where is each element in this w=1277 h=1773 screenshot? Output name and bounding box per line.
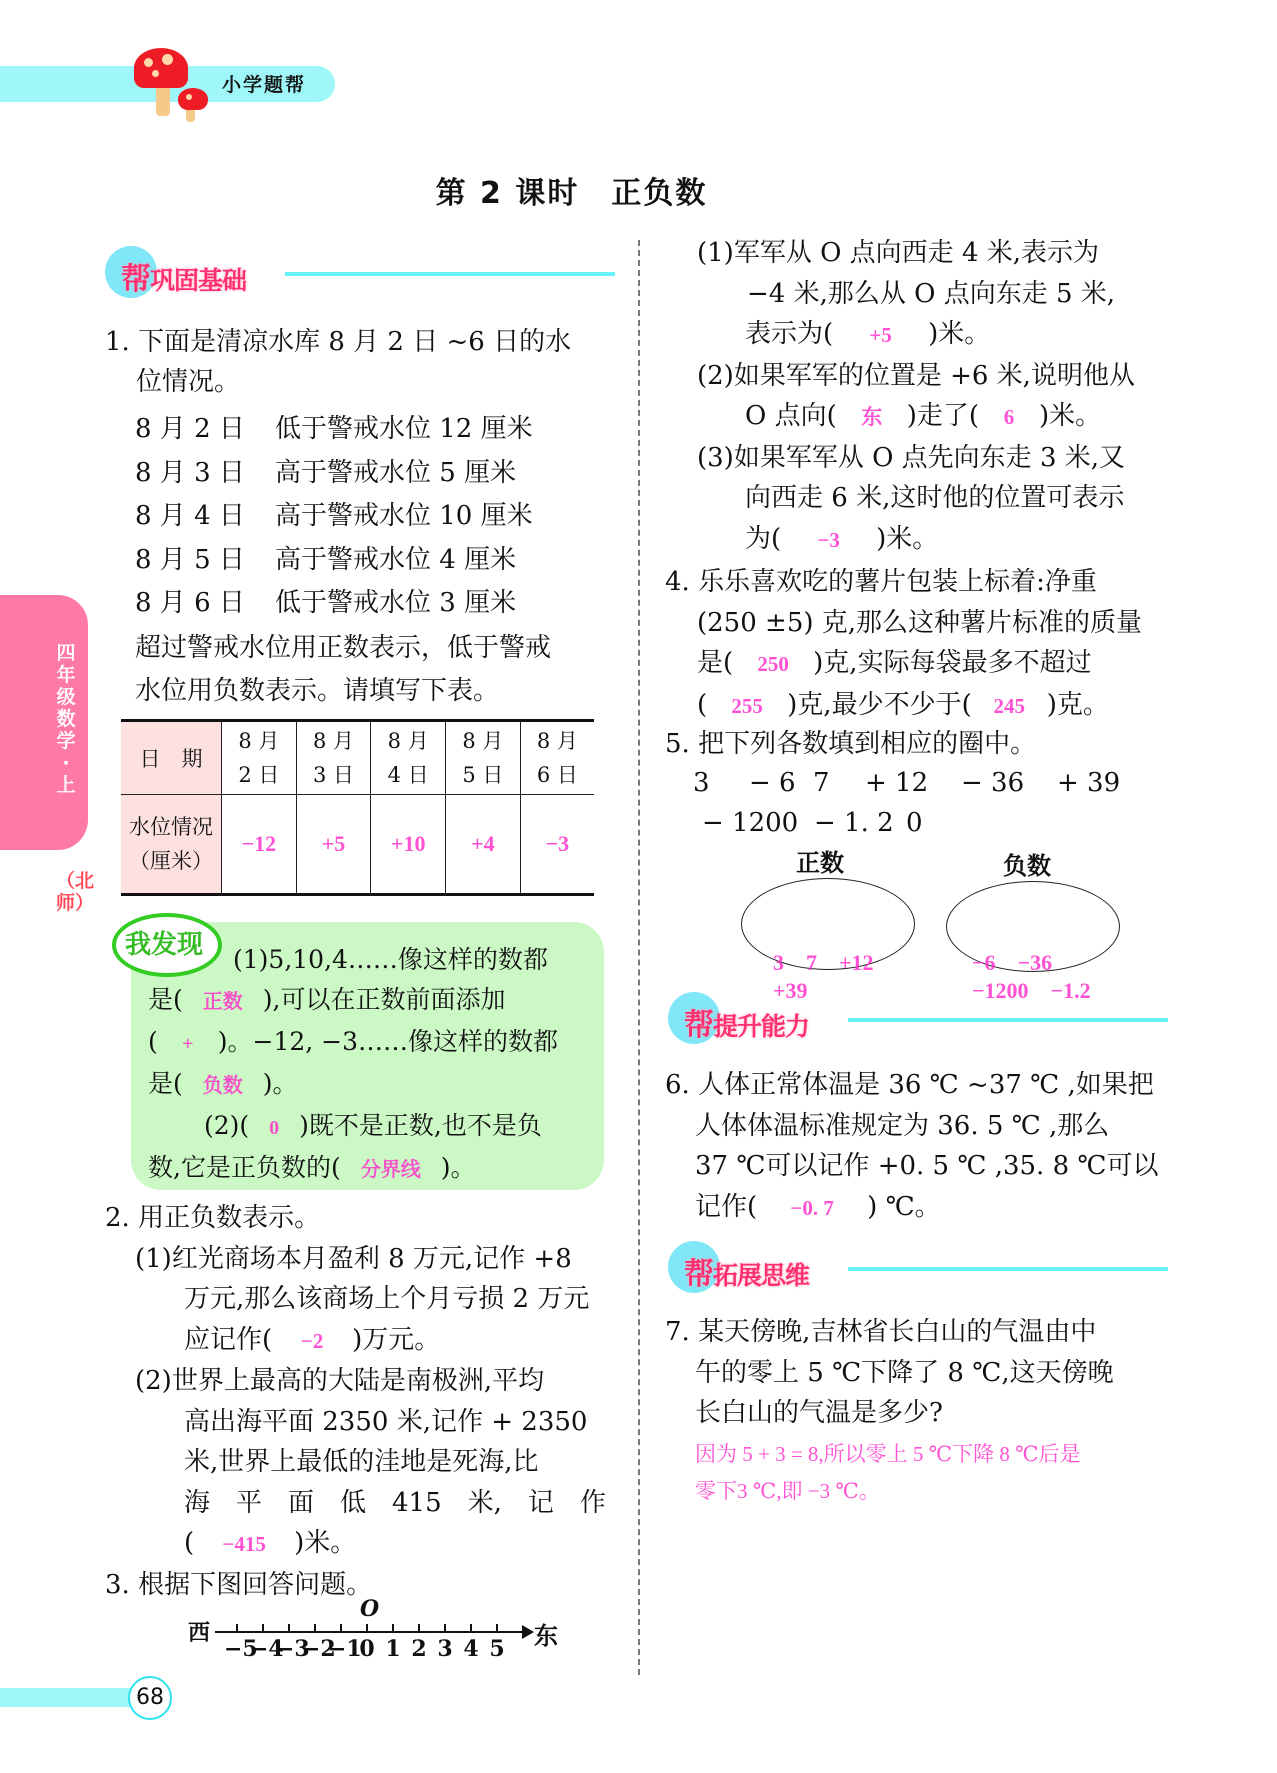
- answer-blank[interactable]: 分界线: [360, 1159, 421, 1181]
- q2: 2. 用正负数表示。 (1)红光商场本月盈利 8 万元,记作 +8 万元,那么该商场上个月亏损 2 万元 应记作( −2 )万元。 (2)世界上最高的大陆是南极洲,平均 高出海平面 2350 米,记作 + 2350 米,世界上最低的洼地是死海,比 海 平 面 低 415 米, 记 作 ( −415 )米。: [105, 1198, 606, 1565]
- negative-label: 负数: [1003, 852, 1051, 880]
- answer-cell[interactable]: +4: [446, 795, 521, 895]
- section-header-improve: 帮提升能力: [668, 988, 1168, 1048]
- grade-label: 四年级数学·上: [56, 642, 76, 796]
- column-divider: [638, 240, 640, 1675]
- q7-answer[interactable]: 因为 5 + 3 = 8,所以零上 5 ℃下降 8 ℃后是 零下3 ℃,即 −3 ℃。: [695, 1442, 1081, 1503]
- table-cell-date: 8 月 2 日: [222, 721, 297, 795]
- answer-cell[interactable]: −3: [520, 795, 594, 895]
- q3-parts: (1)军军从 O 点向西走 4 米,表示为 −4 米,那么从 O 点向东走 5 米, 表示为( +5 )米。 (2)如果军军的位置是 +6 米,说明他从 O 点向( 东 )走了( 6 )米。 (3)如果军军从 O 点先向东走 3 米,又 向西走 6 米,这时他的位置可表示 为( −3 )米。: [697, 233, 1135, 560]
- origin-label: O: [360, 1596, 380, 1622]
- answer-blank[interactable]: 负数: [202, 1075, 243, 1097]
- q4: 4. 乐乐喜欢吃的薯片包装上标着:净重 (250 ±5) 克,那么这种薯片标准的质量 是( 250 )克,实际每袋最多不超过 ( 255 )克,最少不少于( 245 )克。: [665, 562, 1142, 726]
- answer-blank[interactable]: 东: [861, 405, 883, 429]
- answer-cell[interactable]: −12: [222, 795, 297, 895]
- q5-numbers-row1: 3 − 6 7 + 12 − 36 + 39: [693, 768, 1121, 798]
- negative-answers: −6 −36 −1200 −1.2: [972, 950, 1091, 1003]
- answer-blank[interactable]: 正数: [202, 991, 243, 1013]
- answer-cell[interactable]: +10: [371, 795, 446, 895]
- q1-instruction: 超过警戒水位用正数表示，低于警戒 水位用负数表示。请填写下表。: [135, 633, 552, 706]
- water-level-table: [121, 719, 594, 896]
- table-cell-date: 8 月 4 日: [371, 721, 446, 795]
- discover-label: 我发现: [125, 930, 204, 960]
- answer-blank[interactable]: −3: [817, 527, 840, 552]
- positive-answers: 3 7 +12 +39: [773, 950, 874, 1003]
- table-cell-date: 8 月 3 日: [296, 721, 371, 795]
- page-number: 68: [128, 1676, 172, 1720]
- answer-blank[interactable]: 250: [757, 652, 789, 676]
- q7: 7. 某天傍晚,吉林省长白山的气温由中 午的零上 5 ℃下降了 8 ℃,这天傍晚 长白山的气温是多少?: [665, 1317, 1114, 1428]
- east-label: 东: [534, 1621, 558, 1650]
- answer-blank[interactable]: −415: [222, 1532, 266, 1556]
- footer-band: [0, 1688, 135, 1707]
- answer-cell[interactable]: +5: [296, 795, 371, 895]
- table-header-level: 水位情况 （厘米）: [121, 795, 222, 895]
- positive-label: 正数: [796, 849, 844, 877]
- q3-title: 3. 根据下图回答问题。: [105, 1570, 373, 1600]
- table-cell-date: 8 月 6 日: [520, 721, 594, 795]
- answer-blank[interactable]: −0. 7: [790, 1195, 834, 1220]
- publisher-label: （北师）: [56, 870, 95, 914]
- q6: 6. 人体正常体温是 36 ℃ ~37 ℃ ,如果把 人体体温标准规定为 36. 5 ℃ ,那么 37 ℃可以记作 +0. 5 ℃ ,35. 8 ℃可以 记作( −0. 7 ) ℃。: [665, 1065, 1158, 1228]
- west-label: 西: [188, 1620, 211, 1646]
- arrow-right-icon: [522, 1625, 534, 1639]
- record-row: 8 月 6 日 低于警戒水位 3 厘米: [135, 588, 517, 618]
- mushroom-icon: [130, 48, 200, 118]
- record-row: 8 月 3 日 高于警戒水位 5 厘米: [135, 457, 517, 488]
- answer-blank[interactable]: 245: [993, 693, 1025, 718]
- q1-records: [135, 408, 533, 626]
- page-title: 第 2 课时 正负数: [435, 176, 708, 211]
- record-row: 8 月 2 日 低于警戒水位 12 厘米: [135, 414, 533, 444]
- section-header-basic: 帮巩固基础: [105, 242, 615, 302]
- answer-blank[interactable]: +: [182, 1033, 194, 1055]
- answer-blank[interactable]: 0: [269, 1117, 280, 1139]
- q1-intro: 1. 下面是清凉水库 8 月 2 日 ~6 日的水 位情况。: [105, 327, 572, 397]
- answer-blank[interactable]: 6: [1003, 405, 1015, 429]
- q5-numbers-row2: − 1200 − 1. 2 0: [702, 808, 923, 838]
- q5-title: 5. 把下列各数填到相应的圈中。: [665, 729, 1037, 759]
- answer-blank[interactable]: −2: [300, 1328, 324, 1353]
- record-row: 8 月 4 日 高于警戒水位 10 厘米: [135, 501, 533, 531]
- table-cell-date: 8 月 5 日: [446, 721, 521, 795]
- answer-blank[interactable]: 255: [731, 693, 763, 718]
- answer-blank[interactable]: +5: [869, 323, 892, 347]
- discover-text: (1)5,10,4……像这样的数都 是( 正数 ),可以在正数前面添加 ( + )。−12, −3……像这样的数都 是( 负数 )。 (2)( 0 )既不是正数,也不是负 数,它是正负数的( 分界线 )。: [148, 940, 558, 1190]
- brand-name: 小学题帮: [222, 74, 307, 96]
- record-row: 8 月 5 日 高于警戒水位 4 厘米: [135, 544, 517, 575]
- table-header-date: 日 期: [121, 721, 222, 795]
- section-header-extend: 帮拓展思维: [668, 1237, 1168, 1297]
